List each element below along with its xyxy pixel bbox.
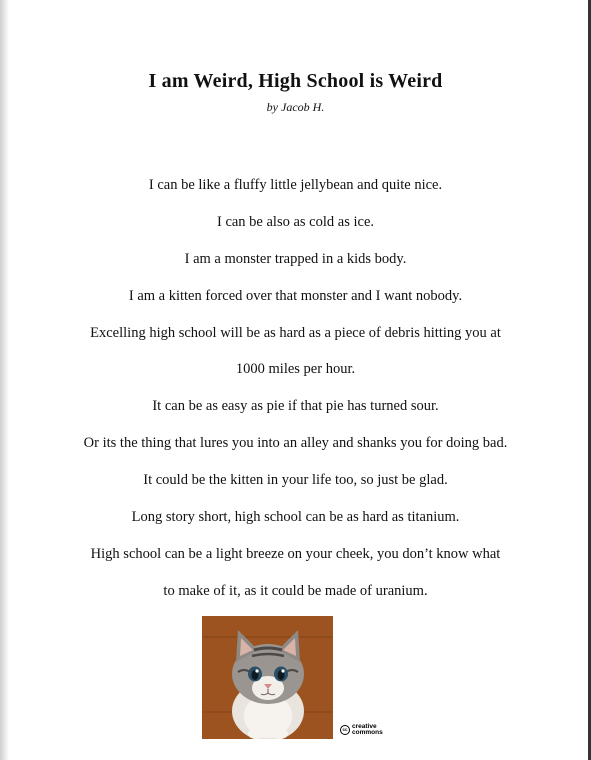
poem-line: I can be like a fluffy little jellybean and quite nice. [148, 177, 443, 193]
cc-label [352, 724, 383, 736]
poem-line: It can be as easy as pie if that pie has turned sour. [152, 398, 439, 415]
poem-title: I am Weird, High School is Weird [148, 70, 443, 92]
poem-line: to make of it, as it could be made of uranium. [163, 582, 428, 599]
poem-line: Long story short, high school can be as hard as titanium. [131, 509, 460, 526]
poem-line: It could be the kitten in your life too, so just be glad. [143, 472, 448, 489]
creative-commons-badge [340, 724, 383, 736]
kitten-illustration [202, 616, 333, 739]
poem-byline: by Jacob H. [266, 100, 325, 114]
poem-line: Excelling high school will be as hard as a piece of debris hitting you at [90, 324, 501, 341]
poem-line: I am a monster trapped in a kids body. [184, 250, 407, 267]
cc-logo-icon: cc [340, 725, 350, 735]
poem-line: High school can be a light breeze on your cheek, you don’t know what [90, 545, 501, 562]
cc-label-line1: creative [352, 723, 377, 730]
kitten-photo [202, 616, 333, 739]
poem-body [0, 176, 591, 619]
poem-line: I am a kitten forced over that monster and I want nobody. [128, 287, 463, 304]
poem-line: Or its the thing that lures you into an alley and shanks you for doing bad. [83, 435, 508, 452]
poem-line: 1000 miles per hour. [235, 361, 356, 378]
cc-label-line2: commons [352, 729, 383, 736]
poem-line: I can be also as cold as ice. [216, 213, 374, 230]
